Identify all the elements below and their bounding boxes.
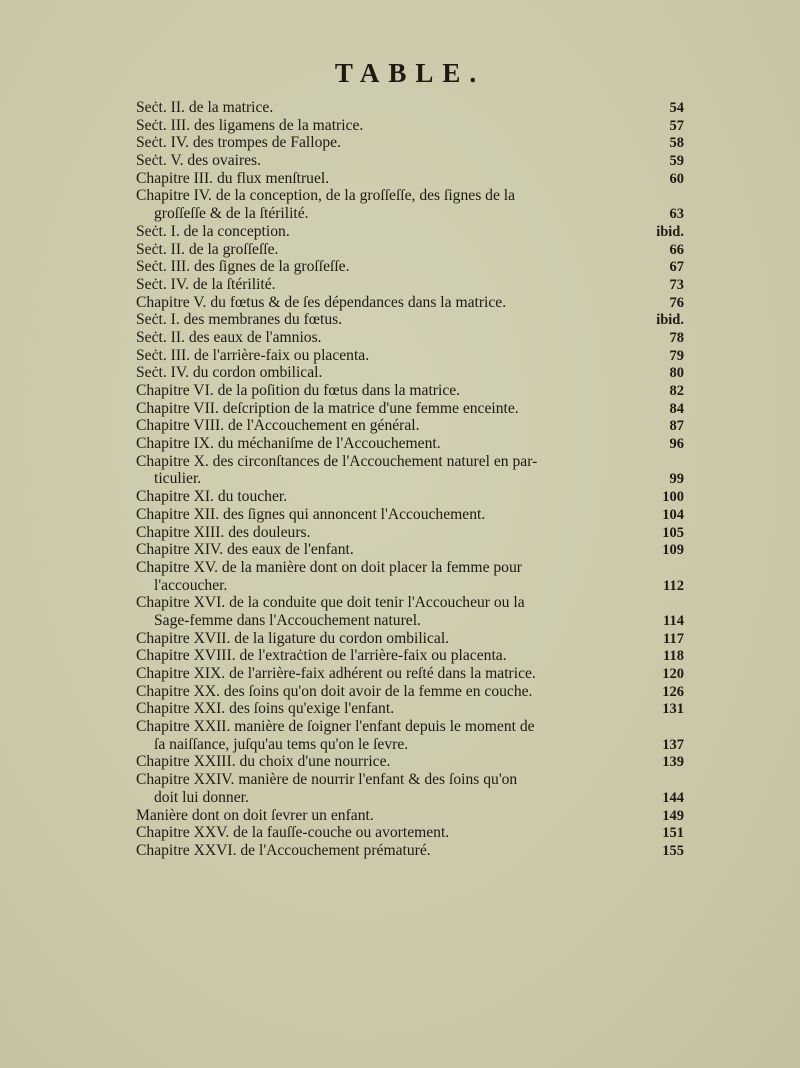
toc-entry — [136, 842, 684, 860]
toc-entry-text: Chapitre XV. de la manière dont on doit placer la femme pour — [136, 558, 522, 576]
toc-page-number: 76 — [669, 294, 684, 311]
toc-page-number: 105 — [662, 524, 684, 541]
toc-page-number: 57 — [669, 117, 684, 134]
toc-entry-text: ticulier. — [154, 470, 202, 488]
toc-entry-text: Chapitre XI. du toucher. — [136, 488, 288, 506]
toc-page-number: ibid. — [656, 223, 684, 240]
toc-entry-text: Chapitre XXVI. de l'Accouchement prématuré. — [136, 841, 431, 859]
toc-page-number: 117 — [663, 630, 684, 647]
toc-entry — [136, 665, 684, 683]
toc-page-number: 87 — [669, 418, 684, 435]
toc-entry — [136, 347, 684, 365]
toc-entry-text: Seċt. II. de la matrice. — [136, 99, 274, 116]
toc-entry — [136, 594, 684, 612]
toc-entry — [136, 294, 684, 312]
toc-entry-text: Sage-femme dans l'Accouchement naturel. — [154, 611, 421, 629]
page-title: TABLE. — [334, 58, 486, 88]
toc-entry — [136, 541, 684, 559]
toc-page-number: 96 — [669, 436, 684, 453]
toc-entry — [136, 683, 684, 701]
toc-page-number: 63 — [669, 206, 684, 223]
toc-entry — [136, 824, 684, 842]
toc-page-number: 54 — [669, 100, 684, 116]
toc-entry-text: groſſeſſe & de la ſtérilité. — [154, 205, 309, 223]
toc-entry-text: Seċt. I. des membranes du fœtus. — [136, 311, 343, 329]
toc-entry — [136, 134, 684, 152]
toc-entry-text: Chapitre VI. de la poſition du fœtus dans la matrice. — [136, 382, 461, 399]
toc-entry — [136, 630, 684, 648]
toc-entry-text: ſa naiſſance, juſqu'au tems qu'on le ſevre. — [154, 735, 409, 753]
toc-page-number: 118 — [663, 648, 684, 665]
toc-entry — [136, 771, 684, 789]
toc-page-number: 151 — [662, 825, 684, 842]
toc-page-number: 137 — [662, 736, 684, 753]
toc-page-number: 126 — [662, 683, 684, 700]
toc-entry — [136, 187, 684, 205]
toc-page-number: 66 — [669, 241, 684, 258]
toc-entry-text: Chapitre XII. des ſignes qui annoncent l'Accouchement. — [136, 505, 486, 523]
toc-entry — [136, 753, 684, 771]
toc-page-number: 79 — [669, 347, 684, 364]
toc-entry-text: Seċt. V. des ovaires. — [136, 152, 262, 170]
toc-entry-text: Chapitre XXII. manière de ſoigner l'enfant depuis le moment de — [136, 718, 535, 736]
toc-entry-text: Chapitre XVII. de la ligature du cordon ombilical. — [136, 629, 450, 647]
toc-entry-text: Chapitre IX. du méchaniſme de l'Accouchement. — [136, 435, 441, 453]
toc-page-number: ibid. — [656, 312, 684, 329]
toc-entry-text: Seċt. III. des ſignes de la groſſeſſe. — [136, 258, 350, 276]
toc-entry — [136, 488, 684, 506]
toc-entry — [136, 524, 684, 542]
toc-entry-text: l'accoucher. — [154, 576, 228, 594]
toc-entry-text: Seċt. IV. du cordon ombilical. — [136, 364, 323, 382]
toc-entry-text: Chapitre XXI. des ſoins qu'exige l'enfant. — [136, 700, 395, 718]
toc-page-number: 120 — [662, 666, 684, 682]
toc-entry — [136, 258, 684, 276]
toc-page-number: 80 — [669, 365, 684, 382]
toc-entry — [136, 718, 684, 736]
toc-entry — [136, 152, 684, 170]
toc-entry — [136, 435, 684, 453]
toc-page-number: 112 — [663, 577, 684, 594]
toc-entry — [136, 205, 684, 223]
toc-entry — [136, 559, 684, 577]
toc-entry-text: Chapitre XIX. de l'arrière-faix adhérent ou reſté dans la matrice. — [136, 665, 536, 682]
toc-entry-text: Chapitre XVIII. de l'extraċtion de l'arrière-faix ou placenta. — [136, 647, 507, 665]
toc-page-number: 58 — [669, 135, 684, 152]
toc-page-number: 59 — [669, 153, 684, 170]
toc-entry-text: Seċt. IV. de la ſtérilité. — [136, 275, 276, 293]
toc-entry-text: Chapitre IV. de la conception, de la groſſeſſe, des ſignes de la — [136, 187, 516, 205]
toc-page-number: 84 — [669, 400, 684, 417]
toc-entry — [136, 382, 684, 400]
toc-page-number: 60 — [669, 170, 684, 187]
toc-entry — [136, 311, 684, 329]
toc-entry — [136, 470, 684, 488]
toc-page-number: 131 — [662, 701, 684, 718]
toc-entry-text: Chapitre VIII. de l'Accouchement en général. — [136, 417, 420, 435]
toc-page-number: 109 — [662, 542, 684, 559]
table-of-contents — [136, 99, 684, 860]
toc-entry — [136, 647, 684, 665]
toc-entry — [136, 700, 684, 718]
toc-entry-text: Chapitre XXIII. du choix d'une nourrice. — [136, 753, 391, 771]
toc-entry — [136, 170, 684, 188]
toc-entry-text: Chapitre XXV. de la fauſſe-couche ou avortement. — [136, 824, 450, 842]
toc-page-number: 99 — [669, 471, 684, 488]
toc-entry-text: Seċt. IV. des trompes de Fallope. — [136, 134, 341, 152]
toc-entry-text: Seċt. III. de l'arrière-faix ou placenta. — [136, 346, 370, 364]
toc-entry — [136, 789, 684, 807]
toc-entry-text: Chapitre XXIV. manière de nourrir l'enfant & des ſoins qu'on — [136, 771, 518, 789]
toc-entry-text: Manière dont on doit ſevrer un enfant. — [136, 806, 374, 824]
toc-entry-text: Seċt. II. des eaux de l'amnios. — [136, 328, 322, 346]
toc-entry — [136, 506, 684, 524]
toc-entry — [136, 99, 684, 117]
toc-entry-text: Chapitre XX. des ſoins qu'on doit avoir de la femme en couche. — [136, 682, 533, 700]
toc-page-number: 67 — [669, 259, 684, 276]
toc-entry — [136, 223, 684, 241]
toc-page-number: 144 — [662, 789, 684, 806]
toc-page-number: 73 — [669, 276, 684, 293]
toc-entry-text: doit lui donner. — [154, 788, 249, 806]
toc-entry — [136, 453, 684, 471]
toc-entry — [136, 329, 684, 347]
toc-page-number: 149 — [662, 807, 684, 824]
toc-entry-text: Chapitre XIV. des eaux de l'enfant. — [136, 541, 354, 559]
toc-entry-text: Chapitre XIII. des douleurs. — [136, 523, 311, 541]
toc-entry — [136, 276, 684, 294]
toc-entry-text: Chapitre XVI. de la conduite que doit tenir l'Accoucheur ou la — [136, 594, 525, 612]
toc-entry-text: Chapitre III. du flux menſtruel. — [136, 169, 330, 187]
toc-page-number: 82 — [669, 383, 684, 399]
toc-entry — [136, 807, 684, 825]
toc-entry — [136, 241, 684, 259]
toc-page-number: 114 — [663, 612, 684, 629]
toc-entry-text: Chapitre VII. deſcription de la matrice d'une femme enceinte. — [136, 399, 519, 417]
toc-entry — [136, 736, 684, 754]
toc-page-number: 139 — [662, 754, 684, 771]
toc-page-number: 100 — [662, 489, 684, 506]
toc-entry — [136, 577, 684, 595]
toc-entry-text: Chapitre X. des circonſtances de l'Accouchement naturel en par- — [136, 452, 538, 470]
toc-entry — [136, 364, 684, 382]
toc-entry-text: Seċt. II. de la groſſeſſe. — [136, 240, 279, 258]
toc-entry — [136, 612, 684, 630]
toc-page-number: 155 — [662, 842, 684, 859]
toc-entry-text: Seċt. I. de la conception. — [136, 222, 290, 240]
toc-page-number: 78 — [669, 329, 684, 346]
toc-entry — [136, 417, 684, 435]
toc-entry-text: Seċt. III. des ligamens de la matrice. — [136, 116, 364, 134]
toc-entry — [136, 117, 684, 135]
toc-page-number: 104 — [662, 506, 684, 523]
toc-entry-text: Chapitre V. du fœtus & de ſes dépendances dans la matrice. — [136, 293, 507, 311]
toc-entry — [136, 400, 684, 418]
